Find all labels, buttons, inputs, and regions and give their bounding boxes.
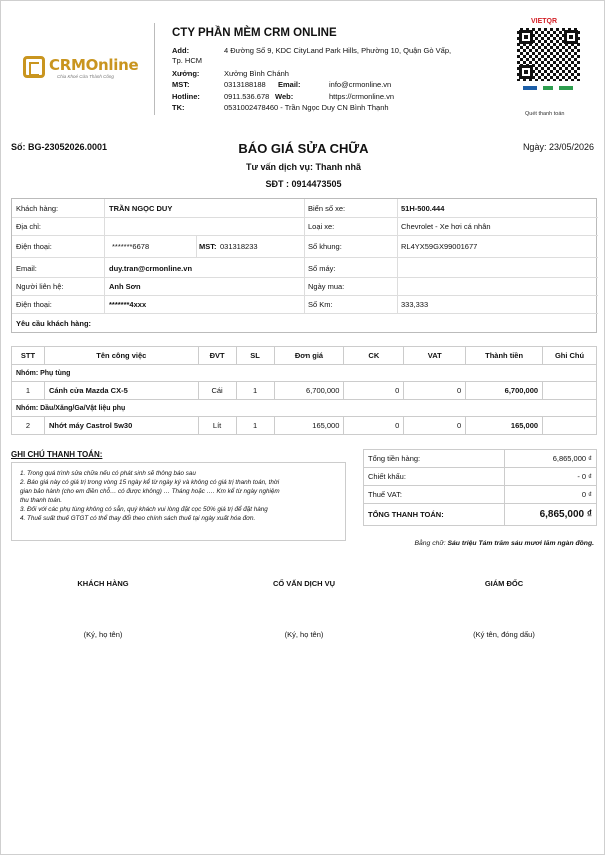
- tax-label: MST:: [172, 80, 190, 89]
- vat-label: Thuế VAT:: [364, 486, 505, 504]
- company-tax-email: [172, 80, 502, 90]
- workshop-value: Xưởng Bình Chánh: [224, 69, 289, 78]
- row-stt: 2: [12, 417, 45, 435]
- totals-table: [363, 449, 597, 526]
- signature-advisor-title: CỐ VẤN DỊCH VỤ: [272, 579, 336, 588]
- company-logo: [23, 56, 139, 84]
- row-name: Cánh cửa Mazda CX-5: [44, 382, 198, 400]
- row-price: 6,700,000: [274, 382, 344, 400]
- note-line: 4. Thuế suất thuế GTGT có thể thay đổi theo chính sách thuế tại ngày xuất hóa đơn.: [20, 515, 256, 523]
- row-discount: 0: [344, 417, 404, 435]
- engine-label: Số máy:: [308, 264, 336, 273]
- row-price: 165,000: [274, 417, 344, 435]
- qr-caption: Quét thanh toán: [525, 111, 565, 117]
- document-title: BÁO GIÁ SỬA CHỮA: [238, 141, 369, 156]
- row-discount: 0: [344, 382, 404, 400]
- logo-slogan: Chia Khoé Cửa Thành Công: [57, 74, 114, 79]
- row-vat: 0: [404, 382, 466, 400]
- note-line: 2. Báo giá này có giá trị trong vòng 15 ngày kể từ ngày ký và không có giá trị thanh toán, thời: [20, 479, 280, 487]
- vat-row: [364, 486, 597, 504]
- row-total: 6,700,000: [466, 382, 543, 400]
- km-value: 333,333: [401, 300, 429, 309]
- header-note: Ghi Chú: [543, 347, 597, 365]
- km-label: Số Km:: [308, 300, 333, 309]
- customer-name-label: Khách hàng:: [16, 204, 59, 213]
- service-advisor: Tư vấn dịch vụ: Thanh nhã: [245, 162, 362, 172]
- hotline-value: 0911.536.678: [224, 92, 270, 101]
- qr-code-icon: [517, 28, 580, 81]
- discount-value: - 0 ₫: [505, 468, 597, 486]
- subtotal-row: [364, 450, 597, 468]
- header-divider: [154, 23, 155, 115]
- email-link[interactable]: info@crmonline.vn: [329, 80, 392, 89]
- car-type-label: Loại xe:: [308, 222, 335, 231]
- address-line1: 4 Đường Số 9, KDC CityLand Park Hills, Phường 10, Quận Gò Vấp,: [224, 46, 452, 55]
- vietqr-logo: VIETQR: [531, 18, 558, 25]
- vat-value: 0 ₫: [505, 486, 597, 504]
- customer-request-label: Yêu cầu khách hàng:: [16, 319, 92, 328]
- group-name: Nhóm: Dầu/Xăng/Ga/Vật liệu phụ: [12, 400, 597, 417]
- company-hotline-web: [172, 92, 502, 102]
- company-name: CTY PHẦN MÈM CRM ONLINE: [172, 27, 337, 39]
- document-date: Ngày: 23/05/2026: [522, 142, 594, 152]
- web-link[interactable]: https://crmonline.vn: [329, 92, 395, 101]
- signature-director-hint: (Ký tên, đóng dấu): [473, 630, 535, 639]
- workshop-label: Xưởng:: [172, 69, 200, 78]
- logo-mark-icon: [23, 56, 45, 78]
- company-account: [172, 103, 502, 113]
- payment-notes: [11, 462, 346, 541]
- address-line2: Tp. HCM: [172, 56, 202, 65]
- grand-total-row: [364, 504, 597, 526]
- note-line: 3. Đối với các phụ tùng không có sẵn, quý khách vui lòng đặt cọc 50% giá trị để đặt hàng: [20, 506, 268, 514]
- vin-label: Số khung:: [308, 242, 342, 251]
- group-name: Nhóm: Phụ tùng: [12, 365, 597, 382]
- contact-value: Anh Sơn: [109, 282, 141, 291]
- company-address: [172, 46, 502, 66]
- in-words-label: Bằng chữ:: [414, 540, 446, 547]
- subtotal-label: Tổng tiền hàng:: [364, 450, 505, 468]
- note-line: gian bảo hành (cho em điền chỗ… có được không) … Tháng hoặc …. Km kể từ ngày nghiệm: [20, 488, 280, 496]
- in-words-value: Sáu triệu Tám trăm sáu mươi lăm ngàn đồng.: [447, 540, 594, 547]
- contact-phone-label: Điện thoại:: [16, 300, 52, 309]
- customer-tax-label: MST:: [199, 242, 217, 251]
- row-vat: 0: [404, 417, 466, 435]
- account-label: TK:: [172, 103, 185, 112]
- customer-info-table: [11, 198, 597, 333]
- items-table: [11, 346, 597, 435]
- discount-row: [364, 468, 597, 486]
- signature-customer-title: KHÁCH HÀNG: [77, 579, 129, 588]
- company-workshop: [172, 69, 502, 79]
- address-label: Add:: [172, 46, 190, 55]
- grand-total-label: TỔNG THANH TOÁN:: [364, 504, 505, 526]
- header-price: Đơn giá: [274, 347, 344, 365]
- group-row: [12, 365, 597, 382]
- bank-logos-icon: [521, 85, 577, 93]
- row-total: 165,000: [466, 417, 543, 435]
- account-value: 0531002478460 - Trần Ngọc Duy CN Bình Thạnh: [224, 103, 389, 112]
- group-row: [12, 400, 597, 417]
- amount-in-words: [414, 540, 594, 547]
- plate-label: Biển số xe:: [308, 204, 346, 213]
- grand-total-value: 6,865,000 ₫: [505, 504, 597, 526]
- signature-director-title: GIÁM ĐỐC: [484, 579, 524, 588]
- car-type-value: Chevrolet - Xe hơi cá nhân: [401, 222, 491, 231]
- header-vat: VAT: [404, 347, 466, 365]
- note-line: thu thanh toán.: [20, 497, 63, 505]
- web-label: Web:: [275, 92, 294, 101]
- discount-label: Chiết khấu:: [364, 468, 505, 486]
- header-unit: ĐVT: [198, 347, 236, 365]
- payment-notes-title: GHI CHÚ THANH TOÁN:: [11, 450, 103, 459]
- customer-email: duy.tran@crmonline.vn: [109, 264, 193, 273]
- logo-text: CRMOnline: [49, 56, 139, 74]
- note-line: 1. Trong quá trình sửa chữa nếu có phát sinh sẽ thông báo sau: [20, 470, 196, 477]
- items-header-row: [12, 347, 597, 365]
- header-name: Tên công việc: [44, 347, 198, 365]
- subtotal-value: 6,865,000 ₫: [505, 450, 597, 468]
- header-discount: CK: [344, 347, 404, 365]
- row-note: [543, 382, 597, 400]
- address-label: Địa chỉ:: [16, 222, 42, 231]
- hotline-label: Hotline:: [172, 92, 200, 101]
- contact-phone-value: *******4xxx: [109, 300, 147, 309]
- table-row: [12, 417, 597, 435]
- row-unit: Cái: [198, 382, 236, 400]
- document-number: Số: BG-23052026.0001: [11, 142, 108, 152]
- header-stt: STT: [12, 347, 45, 365]
- table-row: [12, 382, 597, 400]
- signature-advisor-hint: (Ký, họ tên): [284, 630, 324, 639]
- advisor-phone: SĐT : 0914473505: [265, 179, 342, 189]
- customer-name: TRẦN NGỌC DUY: [109, 204, 173, 213]
- header-total: Thành tiền: [466, 347, 543, 365]
- tax-value: 0313188188: [224, 80, 266, 89]
- vin-value: RL4YX59GX99001677: [401, 242, 478, 251]
- customer-phone: *******6678: [112, 242, 150, 251]
- row-note: [543, 417, 597, 435]
- email-label: Email:: [278, 80, 301, 89]
- phone-label: Điện thoại:: [16, 242, 52, 251]
- row-stt: 1: [12, 382, 45, 400]
- row-unit: Lít: [198, 417, 236, 435]
- row-name: Nhớt máy Castrol 5w30: [44, 417, 198, 435]
- row-qty: 1: [236, 417, 274, 435]
- buy-date-label: Ngày mua:: [308, 282, 345, 291]
- row-qty: 1: [236, 382, 274, 400]
- signature-customer-hint: (Ký, họ tên): [83, 630, 123, 639]
- customer-tax: 031318233: [220, 242, 258, 251]
- plate-value: 51H-500.444: [401, 204, 445, 213]
- email-label: Email:: [16, 264, 37, 273]
- header-qty: SL: [236, 347, 274, 365]
- contact-label: Người liên hệ:: [16, 282, 64, 291]
